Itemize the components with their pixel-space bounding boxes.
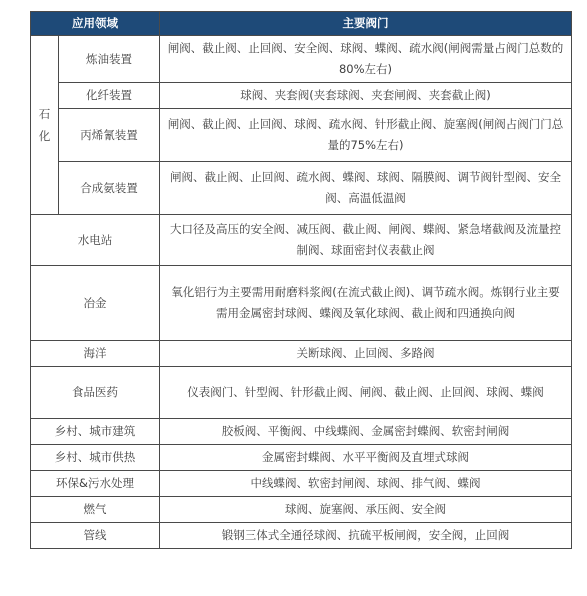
field-cell: 乡村、城市供热 [31, 445, 160, 471]
table-row [31, 266, 572, 341]
field-cell: 合成氨装置 [59, 162, 160, 215]
table-row [31, 523, 572, 549]
valves-cell: 闸阀、截止阀、止回阀、安全阀、球阀、蝶阀、疏水阀(闸阀需量占阀门总数的80%左右) [160, 36, 572, 83]
field-cell: 冶金 [31, 266, 160, 341]
group-label-top: 石 [38, 107, 51, 121]
valves-cell: 球阀、旋塞阀、承压阀、安全阀 [160, 497, 572, 523]
valves-cell: 氧化铝行为主要需用耐磨料浆阀(在流式截止阀)、调节疏水阀。炼钢行业主要需用金属密封球阀、蝶阀及氧化球阀、截止阀和四通换向阀 [160, 266, 572, 341]
table-row [31, 471, 572, 497]
valves-cell: 锻钢三体式全通径球阀、抗硫平板闸阀，安全阀，止回阀 [160, 523, 572, 549]
valves-cell: 球阀、夹套阀(夹套球阀、夹套闸阀、夹套截止阀) [160, 83, 572, 109]
header-application-field: 应用领域 [31, 12, 160, 36]
table-row [31, 341, 572, 367]
valves-cell: 金属密封蝶阀、水平平衡阀及直埋式球阀 [160, 445, 572, 471]
table-row [31, 497, 572, 523]
field-cell: 燃气 [31, 497, 160, 523]
valves-cell: 闸阀、截止阀、止回阀、球阀、疏水阀、针形截止阀、旋塞阀(闸阀占阀门门总量的75%左右) [160, 109, 572, 162]
valves-cell: 大口径及高压的安全阀、减压阀、截止阀、闸阀、蝶阀、紧急堵截阀及流量控制阀、球面密封仪表截止阀 [160, 215, 572, 266]
valves-cell: 中线蝶阀、软密封闸阀、球阀、排气阀、蝶阀 [160, 471, 572, 497]
group-label-petrochemical [31, 36, 59, 215]
table-row [31, 83, 572, 109]
field-cell: 炼油装置 [59, 36, 160, 83]
field-cell: 乡村、城市建筑 [31, 419, 160, 445]
table-row [31, 445, 572, 471]
field-cell: 水电站 [31, 215, 160, 266]
table-row [31, 162, 572, 215]
valves-cell: 胶板阀、平衡阀、中线蝶阀、金属密封蝶阀、软密封闸阀 [160, 419, 572, 445]
field-cell: 丙烯氰装置 [59, 109, 160, 162]
field-cell: 管线 [31, 523, 160, 549]
valves-cell: 仪表阀门、针型阀、针形截止阀、闸阀、截止阀、止回阀、球阀、蝶阀 [160, 367, 572, 419]
field-cell: 食品医药 [31, 367, 160, 419]
table-header-row [31, 12, 572, 36]
table-row [31, 109, 572, 162]
table-row [31, 367, 572, 419]
table-row [31, 215, 572, 266]
group-label-bottom: 化 [38, 129, 51, 143]
table-row [31, 419, 572, 445]
header-main-valves: 主要阀门 [160, 12, 572, 36]
field-cell: 化纤装置 [59, 83, 160, 109]
field-cell: 海洋 [31, 341, 160, 367]
valve-application-table [30, 11, 572, 549]
valves-cell: 关断球阀、止回阀、多路阀 [160, 341, 572, 367]
valves-cell: 闸阀、截止阀、止回阀、疏水阀、蝶阀、球阀、隔膜阀、调节阀针型阀、安全阀、高温低温阀 [160, 162, 572, 215]
table-row [31, 36, 572, 83]
field-cell: 环保&污水处理 [31, 471, 160, 497]
